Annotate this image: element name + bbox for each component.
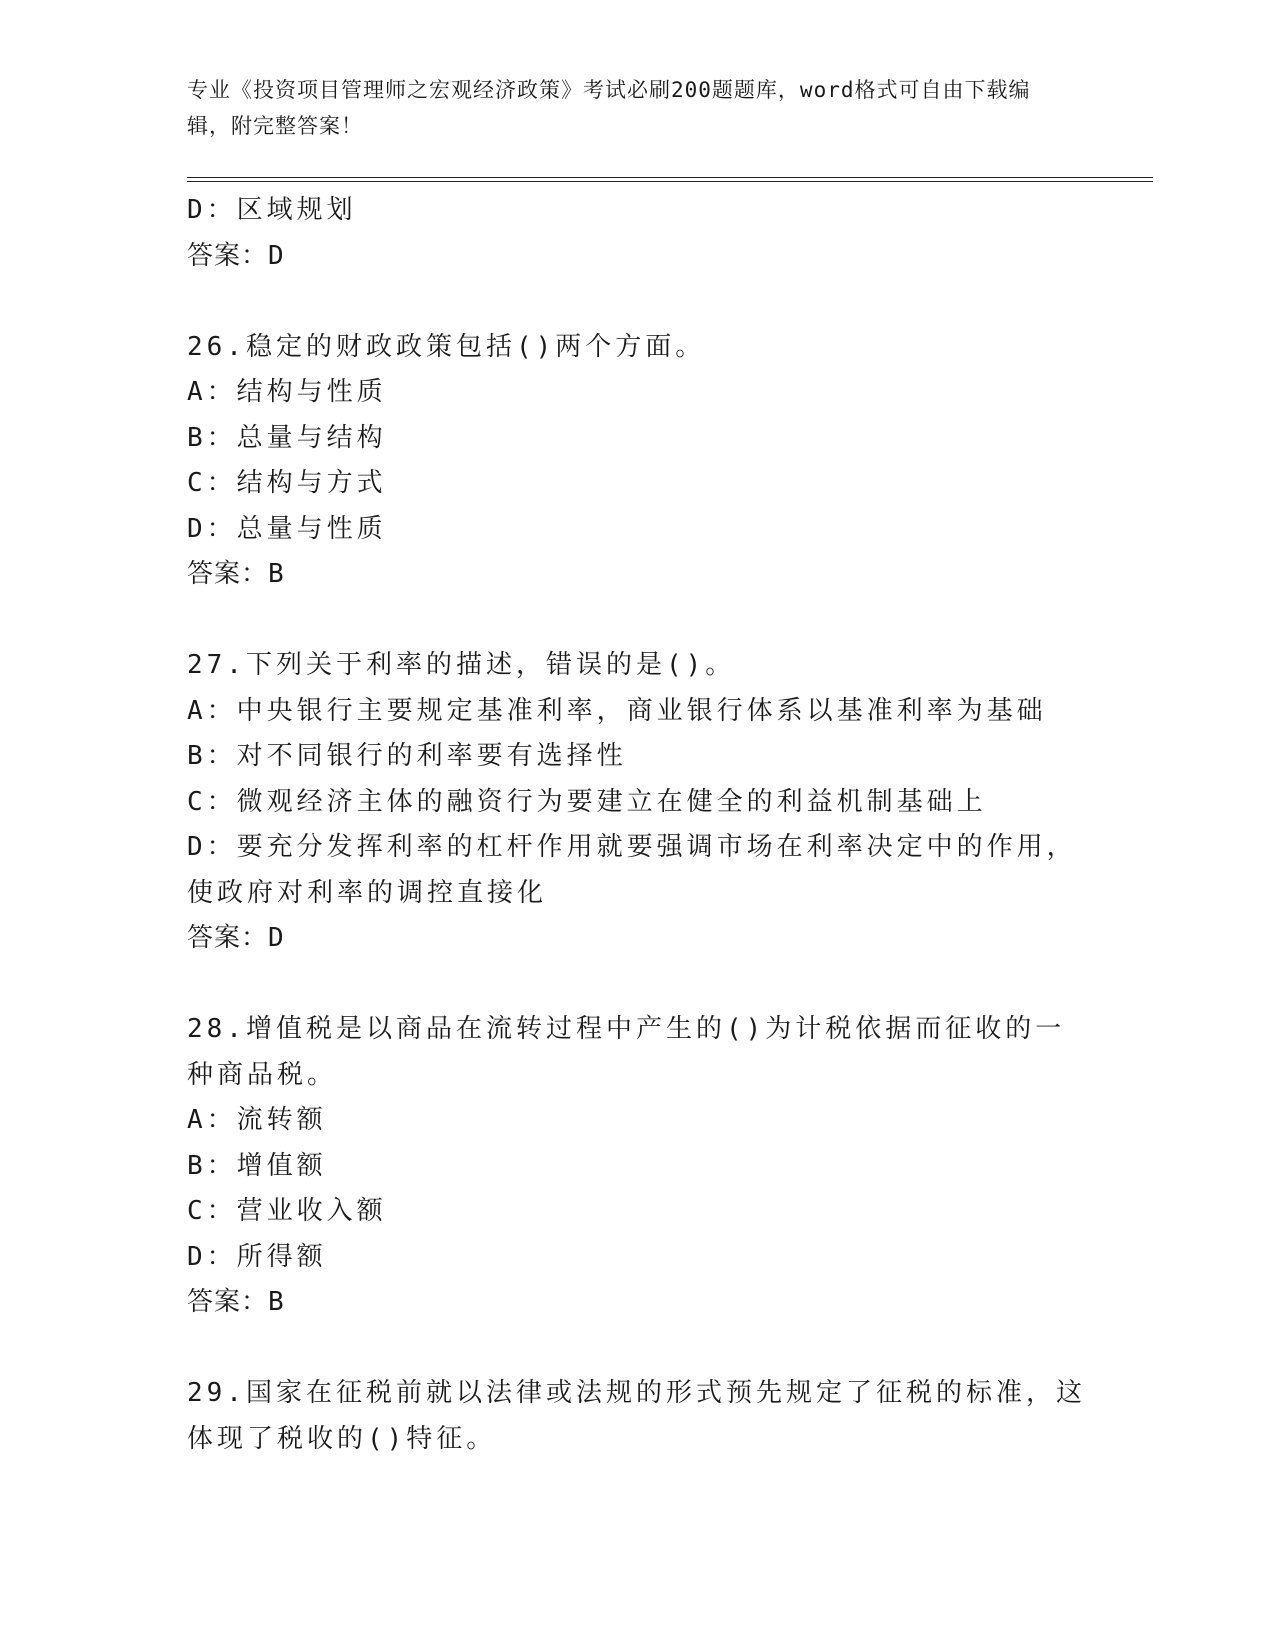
question-stem: 29.国家在征税前就以法律或法规的形式预先规定了征税的标准，这体现了税收的()特征。: [187, 1378, 1086, 1454]
option-b: B：增值额: [187, 1150, 327, 1181]
question-stem: 28.增值税是以商品在流转过程中产生的()为计税依据而征收的一种商品税。: [187, 1014, 1066, 1090]
question-list: [187, 188, 1087, 1462]
option-d: D：所得额: [187, 1241, 327, 1272]
spacer: [187, 1326, 1087, 1372]
header-divider: [187, 177, 1153, 182]
option-a: A：中央银行主要规定基准利率，商业银行体系以基准利率为基础: [187, 695, 1047, 726]
question-25-tail: [187, 188, 1087, 279]
option-c: C：结构与方式: [187, 468, 387, 498]
option-a: A：流转额: [187, 1105, 327, 1135]
answer-label: 答案：B: [187, 1287, 285, 1317]
question-stem: 27.下列关于利率的描述，错误的是()。: [187, 650, 736, 680]
option-d: D：区域规划: [187, 195, 357, 225]
spacer: [187, 962, 1087, 1008]
option-b: B：总量与结构: [187, 422, 387, 453]
spacer: [187, 279, 1087, 325]
document-header: 专业《投资项目管理师之宏观经济政策》考试必刷200题题库，word格式可自由下载编辑，附完整答案！: [187, 78, 1031, 138]
option-c: C：微观经济主体的融资行为要建立在健全的利益机制基础上: [187, 786, 987, 817]
option-a: A：结构与性质: [187, 377, 387, 407]
question-stem: 26.稳定的财政政策包括()两个方面。: [187, 331, 706, 362]
question-29: [187, 1371, 1087, 1462]
answer-label: 答案：D: [187, 240, 285, 271]
option-d: D：总量与性质: [187, 513, 387, 544]
spacer: [187, 598, 1087, 644]
question-27: [187, 643, 1087, 962]
option-c: C：营业收入额: [187, 1196, 387, 1226]
option-d: D：要充分发挥利率的杠杆作用就要强调市场在利率决定中的作用，使政府对利率的调控直接化: [187, 832, 1077, 908]
answer-label: 答案：D: [187, 923, 285, 953]
option-b: B：对不同银行的利率要有选择性: [187, 741, 627, 771]
answer-label: 答案：B: [187, 559, 285, 589]
question-28: [187, 1007, 1087, 1326]
question-26: [187, 325, 1087, 598]
